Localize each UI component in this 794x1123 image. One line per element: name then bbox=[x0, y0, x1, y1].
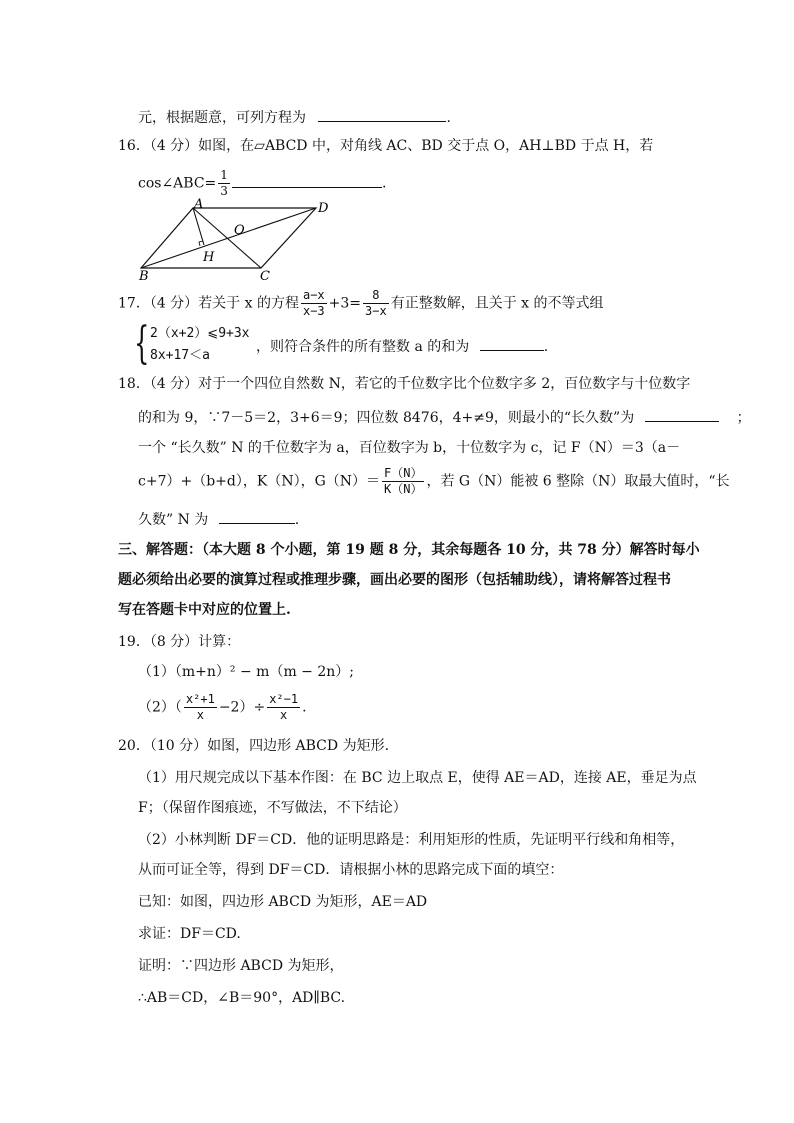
q20-part1-line1: （1）用尺规完成以下基本作图：在 BC 边上取点 E，使得 AE＝AD，连接 AE，垂足为点 bbox=[138, 770, 697, 786]
q19-p2-mid: −2）÷ bbox=[218, 699, 266, 716]
q16-line1: 16．（4 分）如图，在▱ABCD 中，对角线 AC、BD 交于点 O，AH⊥BD 于点 H，若 bbox=[118, 138, 654, 154]
q18-line5 bbox=[138, 508, 299, 530]
q17-text-b: 有正整数解，且关于 x 的不等式组 bbox=[390, 295, 604, 312]
fraction bbox=[218, 168, 230, 199]
fraction bbox=[267, 692, 300, 723]
q18-line2 bbox=[138, 406, 751, 428]
q20-prove: 求证：DF＝CD. bbox=[138, 926, 241, 942]
fraction-numerator: a−x bbox=[302, 288, 325, 302]
period: . bbox=[294, 512, 300, 528]
q19-title: 19．（8 分）计算： bbox=[118, 634, 241, 650]
answer-blank[interactable] bbox=[480, 335, 544, 351]
label-c: C bbox=[260, 269, 270, 284]
q20-proof-line1: 证明：∵四边形 ABCD 为矩形， bbox=[138, 958, 344, 974]
label-h: H bbox=[203, 250, 215, 265]
answer-blank[interactable] bbox=[232, 172, 382, 188]
answer-blank[interactable] bbox=[318, 106, 446, 122]
fraction bbox=[301, 288, 327, 319]
fraction-numerator: F（N） bbox=[384, 466, 423, 480]
q20-known: 已知：如图，四边形 ABCD 为矩形，AE＝AD bbox=[138, 894, 428, 910]
section-3-line1: 三、解答题：（本大题 8 个小题，第 19 题 8 分，其余每题各 10 分，共 78 分）解答时每小 bbox=[118, 542, 700, 558]
label-d: D bbox=[318, 201, 329, 216]
period: . bbox=[381, 175, 387, 192]
q20-part2-line1: （2）小林判断 DF＝CD．他的证明思路是：利用矩形的性质，先证明平行线和角相等， bbox=[138, 832, 685, 848]
q15-tail-text: 元，根据题意，可列方程为 bbox=[138, 110, 306, 126]
q18-text-b: c+7）+（b+d），K（N），G（N）＝ bbox=[138, 473, 381, 490]
q17-line1 bbox=[118, 288, 604, 319]
fraction-denominator: K（N） bbox=[384, 482, 423, 496]
label-a: A bbox=[194, 197, 204, 212]
period: . bbox=[302, 699, 307, 716]
right-angle-mark bbox=[199, 241, 203, 246]
fraction-numerator: x²+1 bbox=[185, 692, 215, 706]
q17-text-a: 17．（4 分）若关于 x 的方程 bbox=[118, 295, 299, 312]
fraction bbox=[363, 288, 389, 319]
q19-p2-prefix: （2）（ bbox=[138, 699, 182, 716]
fraction-numerator: x²−1 bbox=[269, 692, 299, 706]
answer-blank[interactable] bbox=[645, 406, 719, 422]
plus-three: +3= bbox=[328, 295, 362, 312]
fraction-denominator: 3−x bbox=[365, 304, 387, 318]
fraction-numerator: 8 bbox=[363, 288, 389, 304]
fraction bbox=[382, 466, 424, 497]
q18-text-d: 久数” N 为 bbox=[138, 512, 209, 528]
inequality-1: 2（x+2）⩽9+3x bbox=[150, 326, 250, 341]
q20-part1-line2: F；（保留作图痕迹，不写做法，不下结论） bbox=[138, 800, 407, 816]
inequality-2: 8x+17＜a bbox=[150, 348, 210, 363]
parallelogram-figure bbox=[136, 197, 329, 286]
q16-line2 bbox=[138, 168, 386, 199]
q19-part2 bbox=[138, 692, 307, 723]
fraction-denominator: x bbox=[196, 708, 204, 722]
q19-part1: （1）（m+n）² − m（m − 2n）; bbox=[138, 664, 354, 680]
semicolon: ； bbox=[736, 410, 751, 426]
q18-line3: 一个 “长久数” N 的千位数字为 a，百位数字为 b，十位数字为 c，记 F（N）＝3（a－ bbox=[138, 440, 681, 456]
fraction-numerator: 1 bbox=[220, 168, 228, 182]
q20-proof-line2: ∴AB＝CD，∠B＝90°，AD∥BC. bbox=[138, 990, 346, 1006]
q18-line4 bbox=[138, 466, 730, 497]
q18-text-c: ，若 G（N）能被 6 整除（N）取最大值时，“长 bbox=[426, 473, 730, 490]
q17-text-c: ，则符合条件的所有整数 a 的和为 bbox=[256, 339, 470, 355]
q18-text-a: 的和为 9，∵7－5＝2，3+6＝9；四位数 8476，4+≠9，则最小的“长久数”为 bbox=[138, 410, 635, 426]
answer-blank[interactable] bbox=[219, 508, 295, 524]
fraction bbox=[184, 692, 217, 723]
label-o: O bbox=[234, 223, 245, 238]
q18-line1: 18．（4 分）对于一个四位自然数 N，若它的千位数字比个位数字多 2，百位数字与十位数字 bbox=[118, 376, 691, 392]
section-3-line3: 写在答题卡中对应的位置上. bbox=[118, 602, 291, 618]
label-b: B bbox=[139, 269, 149, 284]
q20-title: 20．（10 分）如图，四边形 ABCD 为矩形. bbox=[118, 738, 390, 754]
period: . bbox=[446, 110, 451, 126]
q20-part2-line2: 从而可证全等，得到 DF＝CD．请根据小林的思路完成下面的填空： bbox=[138, 862, 564, 878]
fraction-denominator: x−3 bbox=[302, 304, 325, 318]
q15-tail bbox=[138, 106, 451, 128]
brace-symbol: { bbox=[134, 318, 150, 369]
cos-expression: cos∠ABC= bbox=[138, 175, 217, 192]
fraction-denominator: 3 bbox=[220, 184, 228, 198]
section-3-line2: 题必须给出必要的演算过程或推理步骤，画出必要的图形（包括辅助线），请将解答过程书 bbox=[118, 572, 671, 588]
q17-line2 bbox=[256, 335, 548, 357]
period: . bbox=[543, 339, 549, 355]
fraction-denominator: x bbox=[280, 708, 288, 722]
